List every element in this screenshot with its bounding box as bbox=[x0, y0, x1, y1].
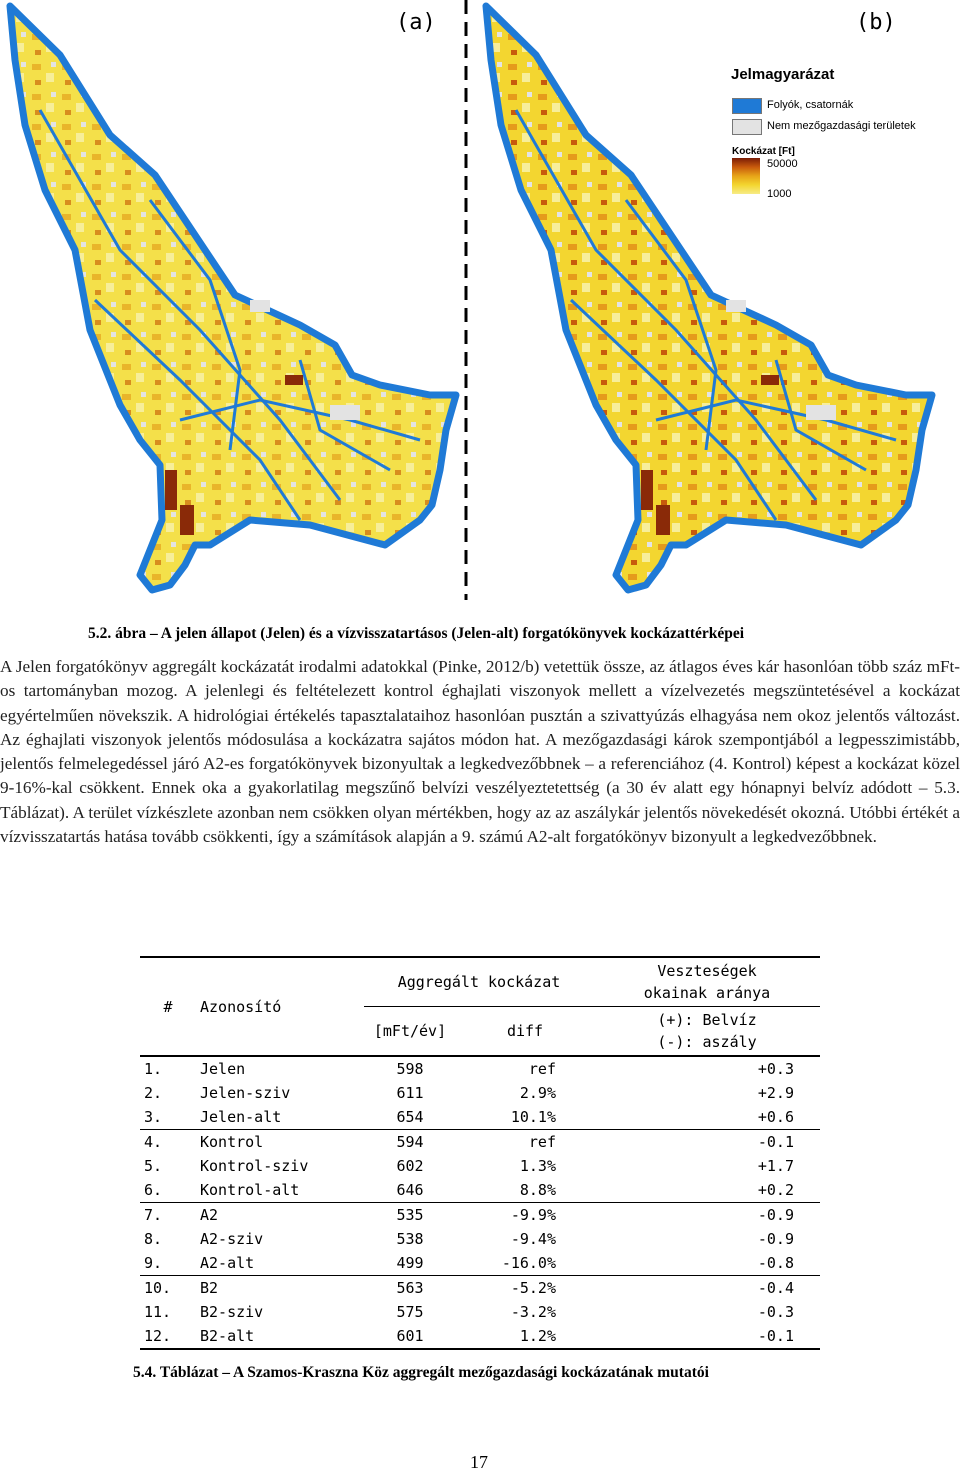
row-id: B2-alt bbox=[200, 1327, 255, 1345]
row-id: Jelen bbox=[200, 1060, 246, 1078]
body-text bbox=[0, 655, 960, 849]
row-diff: -16.0% bbox=[501, 1254, 556, 1272]
row-index: 1. bbox=[144, 1060, 163, 1078]
row-ratio: -0.3 bbox=[757, 1303, 794, 1321]
row-value: 598 bbox=[396, 1060, 424, 1078]
header-id: Azonosító bbox=[200, 997, 282, 1016]
header-loss-legend bbox=[594, 1007, 820, 1057]
row-diff: -9.9% bbox=[510, 1206, 556, 1224]
row-value: 601 bbox=[396, 1327, 424, 1345]
table-row bbox=[140, 1324, 820, 1349]
figure-caption: 5.2. ábra – A jelen állapot (Jelen) és a vízvisszatartásos (Jelen-alt) forgatókönyvek kockázattérképei bbox=[88, 625, 745, 642]
table-row bbox=[140, 1056, 820, 1081]
table-row bbox=[140, 1227, 820, 1251]
row-index: 4. bbox=[144, 1133, 163, 1151]
row-value: 594 bbox=[396, 1133, 424, 1151]
row-value: 575 bbox=[396, 1303, 424, 1321]
row-diff: ref bbox=[528, 1133, 556, 1151]
row-ratio: +2.9 bbox=[757, 1084, 794, 1102]
header-index: # bbox=[163, 997, 173, 1016]
row-value: 646 bbox=[396, 1181, 424, 1199]
row-id: A2 bbox=[200, 1206, 219, 1224]
row-index: 8. bbox=[144, 1230, 163, 1248]
header-unit: [mFt/év] bbox=[373, 1022, 447, 1040]
panel-label-a: (a) bbox=[396, 10, 436, 35]
row-ratio: -0.4 bbox=[757, 1279, 794, 1297]
row-id: Kontrol bbox=[200, 1133, 264, 1151]
row-id: A2-alt bbox=[200, 1254, 255, 1272]
header-diff: diff bbox=[506, 1022, 544, 1040]
risk-table bbox=[140, 956, 820, 1350]
row-ratio: +0.3 bbox=[757, 1060, 794, 1078]
row-ratio: -0.8 bbox=[757, 1254, 794, 1272]
row-id: A2-sziv bbox=[200, 1230, 264, 1248]
row-id: B2 bbox=[200, 1279, 219, 1297]
panel-divider bbox=[462, 0, 470, 600]
table-row bbox=[140, 1251, 820, 1276]
panel-label-b: (b) bbox=[856, 10, 896, 35]
table-row bbox=[140, 1154, 820, 1178]
table-row bbox=[140, 1178, 820, 1203]
row-ratio: +1.7 bbox=[757, 1157, 794, 1175]
row-diff: 10.1% bbox=[510, 1108, 556, 1126]
row-diff: ref bbox=[528, 1060, 556, 1078]
row-ratio: -0.9 bbox=[757, 1206, 794, 1224]
row-index: 12. bbox=[144, 1327, 172, 1345]
row-id: Kontrol-sziv bbox=[200, 1157, 309, 1175]
row-value: 535 bbox=[396, 1206, 424, 1224]
header-loss-line1: Veszteségek bbox=[657, 962, 757, 980]
page-number: 17 bbox=[470, 1452, 488, 1472]
row-value: 602 bbox=[396, 1157, 424, 1175]
row-id: Jelen-sziv bbox=[200, 1084, 291, 1102]
header-agg: Aggregált kockázat bbox=[364, 957, 594, 1007]
row-value: 611 bbox=[396, 1084, 424, 1102]
legend-color-ramp bbox=[732, 158, 760, 194]
row-value: 654 bbox=[396, 1108, 424, 1126]
row-ratio: +0.6 bbox=[757, 1108, 794, 1126]
table-row bbox=[140, 1203, 820, 1228]
table-caption: 5.4. Táblázat – A Szamos-Kraszna Köz aggregált mezőgazdasági kockázatának mutatói bbox=[133, 1364, 709, 1381]
row-diff: -9.4% bbox=[510, 1230, 556, 1248]
legend-swatch-rivers bbox=[732, 98, 762, 114]
row-index: 2. bbox=[144, 1084, 163, 1102]
header-loss bbox=[594, 957, 820, 1007]
row-ratio: -0.1 bbox=[757, 1133, 794, 1151]
row-index: 10. bbox=[144, 1279, 172, 1297]
legend-scale-min: 1000 bbox=[767, 188, 792, 200]
risk-map-a bbox=[0, 0, 460, 600]
table-row bbox=[140, 1081, 820, 1105]
legend-item-non-agri: Nem mezőgazdasági területek bbox=[767, 120, 916, 132]
body-paragraph: A Jelen forgatókönyv aggregált kockázatát irodalmi adatokkal (Pinke, 2012/b) vetettük össze, az átlagos éves kár hasonlóan több száz mFt-os tartományban mozog. A jelenlegi és feltételezett kontrol éghajlati viszonyok mellett a vízelvezetés megszüntetésével a kockázat egyértelműen növekszik. A hidrológiai értékelés tapasztalataihoz hasonlóan pusztán a szivattyúzás elhagyása nem okoz jelentős változást. Az éghajlati viszonyok jelentős módosulása a kockázatra sajátos módon hat. A mezőgazdasági károk szempontjából a legpesszimistább, jelentős felmelegedéssel járó A2-es forgatókönyvek bizonyultak a legkedvezőbbnek – a referenciához (4. Kontrol) képest a kockázat közel 9-16%-kal csökkent. Ennek oka a gyakorlatilag megszűnő belvízi veszélyeztetettség (a 30 év alatt egy hónapnyi belvíz adódott – 5.3. Táblázat). A terület vízkészlete azonban nem csökken olyan mértékben, hogy az az aszálykár jelentős növekedését okozná. Utóbbi értékét a vízvisszatartás hatása tovább csökkenti, így a számítások alapján a 9. számú A2-alt forgatókönyv bizonyult a legkedvezőbbnek. bbox=[0, 657, 960, 847]
row-diff: -5.2% bbox=[510, 1279, 556, 1297]
row-index: 11. bbox=[144, 1303, 172, 1321]
table-row bbox=[140, 1130, 820, 1155]
table-row bbox=[140, 1276, 820, 1301]
row-index: 6. bbox=[144, 1181, 163, 1199]
row-index: 3. bbox=[144, 1108, 163, 1126]
row-diff: 2.9% bbox=[519, 1084, 556, 1102]
legend-swatch-non-agri bbox=[732, 119, 762, 135]
legend-item-rivers: Folyók, csatornák bbox=[767, 99, 854, 111]
header-loss-line3: (+): Belvíz bbox=[657, 1011, 757, 1029]
legend-scale-title: Kockázat [Ft] bbox=[732, 146, 795, 157]
row-index: 5. bbox=[144, 1157, 163, 1175]
table-body bbox=[140, 1056, 820, 1349]
header-loss-line4: (-): aszály bbox=[657, 1033, 757, 1051]
row-ratio: -0.1 bbox=[757, 1327, 794, 1345]
legend-scale-max: 50000 bbox=[767, 158, 798, 170]
table-row bbox=[140, 1105, 820, 1130]
row-ratio: -0.9 bbox=[757, 1230, 794, 1248]
row-value: 563 bbox=[396, 1279, 424, 1297]
header-loss-line2: okainak aránya bbox=[643, 984, 771, 1002]
risk-map-b bbox=[476, 0, 936, 600]
table-row bbox=[140, 1300, 820, 1324]
row-diff: -3.2% bbox=[510, 1303, 556, 1321]
row-index: 7. bbox=[144, 1206, 163, 1224]
row-ratio: +0.2 bbox=[757, 1181, 794, 1199]
row-id: B2-sziv bbox=[200, 1303, 264, 1321]
row-diff: 1.2% bbox=[519, 1327, 556, 1345]
row-value: 538 bbox=[396, 1230, 424, 1248]
legend-title: Jelmagyarázat bbox=[731, 66, 835, 83]
row-diff: 1.3% bbox=[519, 1157, 556, 1175]
row-id: Jelen-alt bbox=[200, 1108, 282, 1126]
row-value: 499 bbox=[396, 1254, 424, 1272]
row-diff: 8.8% bbox=[519, 1181, 556, 1199]
row-index: 9. bbox=[144, 1254, 163, 1272]
row-id: Kontrol-alt bbox=[200, 1181, 300, 1199]
